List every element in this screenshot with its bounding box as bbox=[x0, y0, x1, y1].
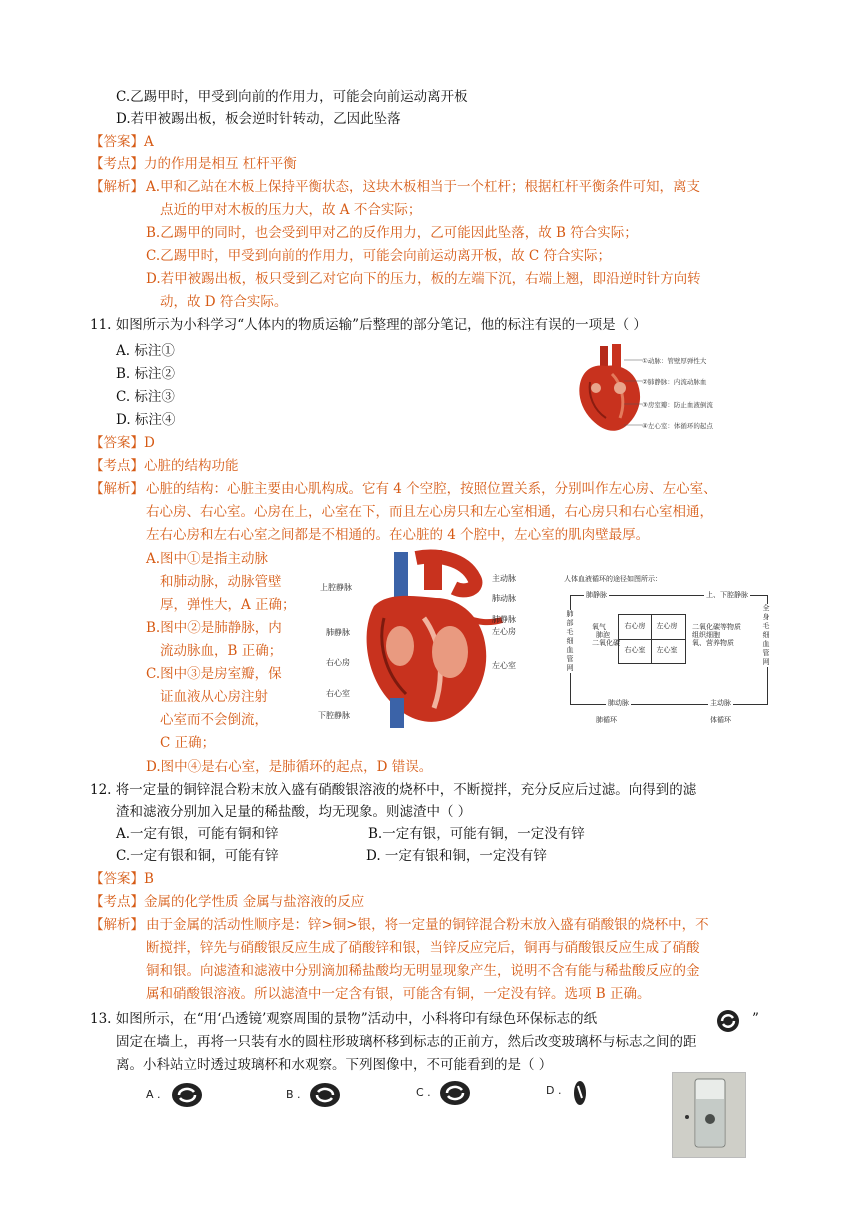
heart-label-svc: 上腔静脉 bbox=[320, 583, 352, 592]
q10-answer bbox=[90, 131, 154, 153]
q13-option-d-label: D . bbox=[546, 1084, 562, 1097]
heart-label-pv-left: 肺静脉 bbox=[326, 628, 350, 637]
note-label-4: ④左心室：体循环的起点 bbox=[642, 422, 713, 430]
q11-jiexi-line: 右心房、右心室。心房在上，心室在下，而且左心房只和左心室相通，右心房只和右心室相通， bbox=[146, 504, 713, 520]
q11-point: 证血液从心房注射 bbox=[160, 689, 268, 705]
answer-value: B bbox=[144, 871, 154, 887]
q12-jiexi-tag: 【解析】 bbox=[90, 917, 144, 933]
circ-body-sub3: 氧、营养物质 bbox=[692, 639, 734, 647]
q12-answer bbox=[90, 868, 154, 890]
answer-tag: 【答案】 bbox=[90, 134, 144, 150]
q10-jiexi-line: C.乙踢甲时，甲受到向前的作用力，可能会向前运动离开板，故 C 符合实际； bbox=[146, 248, 612, 264]
q12-jiexi-line: 断搅拌，锌先与硝酸银反应生成了硝酸锌和银，当锌反应完后，铜再与硝酸银反应生成了硝酸 bbox=[146, 940, 700, 956]
circulation-diagram bbox=[562, 574, 776, 729]
circ-body-sub1: 二氧化碳等物质 bbox=[692, 623, 741, 631]
circ-gas2: 二氧化碳 bbox=[592, 639, 620, 647]
circ-systemic: 体循环 bbox=[710, 716, 731, 724]
q11-stem: 11. 如图所示为小科学习“人体内的物质运输”后整理的部分笔记，他的标注有误的一项是（ ） bbox=[90, 317, 647, 333]
heart-label-ra: 右心房 bbox=[326, 658, 350, 667]
q11-point: C 正确； bbox=[160, 735, 216, 751]
q12-option-a: A.一定有银，可能有铜和锌 bbox=[116, 826, 279, 842]
q11-option-d: D. 标注④ bbox=[116, 412, 176, 428]
circ-lung-cap: 肺部毛细血管网 bbox=[564, 610, 576, 673]
heart-label-la: 左心房 bbox=[492, 627, 516, 636]
kaodian-value: 心脏的结构功能 bbox=[144, 458, 239, 474]
answer-value: D bbox=[144, 435, 155, 451]
circ-pa: 肺动脉 bbox=[608, 699, 629, 707]
q10-option-d: D.若甲被踢出板，板会逆时针转动，乙因此坠落 bbox=[116, 111, 401, 127]
circ-body-cap: 全身毛细血管网 bbox=[760, 604, 772, 667]
note-label-1: ①动脉：管壁厚弹性大 bbox=[642, 357, 707, 365]
q13-option-c-label: C . bbox=[416, 1086, 431, 1099]
circ-la: 左心房 bbox=[656, 622, 678, 630]
circ-body-sub2: 组织细胞 bbox=[692, 631, 720, 639]
answer-tag: 【答案】 bbox=[90, 871, 144, 887]
q11-point: 流动脉血，B 正确； bbox=[160, 643, 283, 659]
circ-rv: 右心室 bbox=[624, 646, 646, 654]
circ-lv: 左心室 bbox=[656, 646, 678, 654]
heart-note-figure bbox=[572, 344, 752, 436]
option-d-logo-icon bbox=[572, 1078, 588, 1108]
heart-label-aorta: 主动脉 bbox=[492, 574, 516, 583]
q11-point: B.图中②是肺静脉，内 bbox=[146, 620, 282, 636]
q12-stem-1: 12. 将一定量的铜锌混合粉末放入盛有硝酸银溶液的烧杯中，不断搅拌，充分反应后过滤。向得到的滤 bbox=[90, 782, 697, 798]
q11-point: D.图中④是右心室，是肺循环的起点，D 错误。 bbox=[146, 759, 433, 775]
q10-option-c: C.乙踢甲时，甲受到向前的作用力，可能会向前运动离开板 bbox=[116, 89, 468, 105]
option-c-logo-icon bbox=[438, 1078, 472, 1108]
heart-diagram bbox=[312, 548, 552, 733]
q12-stem-2: 渣和滤液分别加入足量的稀盐酸，均无现象。则滤渣中（ ） bbox=[116, 804, 472, 820]
q11-point: 厚，弹性大，A 正确； bbox=[160, 597, 296, 613]
q11-point: A.图中①是指主动脉 bbox=[146, 551, 269, 567]
q12-jiexi-line: 属和硝酸银溶液。所以滤渣中一定含有银，可能含有铜，一定没有锌。选项 B 正确。 bbox=[146, 986, 651, 1002]
kaodian-tag: 【考点】 bbox=[90, 156, 144, 172]
kaodian-tag: 【考点】 bbox=[90, 458, 144, 474]
heart-label-lv: 左心室 bbox=[492, 661, 516, 670]
q11-jiexi-line: 心脏的结构：心脏主要由心肌构成。它有 4 个空腔，按照位置关系，分别叫作左心房、左心室、 bbox=[146, 481, 717, 497]
q11-jiexi-line: 左右心房和左右心室之间都是不相通的。在心脏的 4 个腔中，左心室的肌肉壁最厚。 bbox=[146, 527, 650, 543]
q11-option-b: B. 标注② bbox=[116, 366, 176, 382]
q12-kaodian bbox=[90, 891, 364, 913]
q13-option-a-label: A . bbox=[146, 1088, 161, 1101]
note-label-2: ②肺静脉：内流动脉血 bbox=[642, 378, 707, 386]
heart-label-rv: 右心室 bbox=[326, 689, 350, 698]
note-leader-lines bbox=[624, 344, 644, 436]
answer-tag: 【答案】 bbox=[90, 435, 144, 451]
option-a-logo-icon bbox=[170, 1080, 204, 1110]
q13-options-row bbox=[146, 1080, 666, 1120]
answer-value: A bbox=[144, 134, 154, 150]
kaodian-tag: 【考点】 bbox=[90, 894, 144, 910]
q13-stem-1-tail: ” bbox=[752, 1011, 759, 1027]
q13-stem-2: 固定在墙上，再将一只装有水的圆柱形玻璃杯移到标志的正前方，然后改变玻璃杯与标志之间的距 bbox=[116, 1034, 697, 1050]
q11-option-a: A. 标注① bbox=[116, 343, 175, 359]
note-label-3: ③房室瓣：防止血液倒流 bbox=[642, 401, 713, 409]
q12-option-c: C.一定有银和铜，可能有锌 bbox=[116, 848, 279, 864]
q11-option-c: C. 标注③ bbox=[116, 389, 175, 405]
q11-answer bbox=[90, 432, 155, 454]
q12-option-d: D. 一定有银和铜，一定没有锌 bbox=[366, 848, 547, 864]
q10-kaodian bbox=[90, 153, 297, 175]
recycle-logo-icon bbox=[714, 1008, 742, 1034]
q11-kaodian bbox=[90, 455, 239, 477]
option-b-logo-icon bbox=[308, 1080, 342, 1110]
q12-jiexi-line: 铜和银。向滤渣和滤液中分别滴加稀盐酸均无明显现象产生，说明不含有能与稀盐酸反应的金 bbox=[146, 963, 700, 979]
q10-jiexi-line: 动，故 D 符合实际。 bbox=[160, 294, 288, 310]
q10-jiexi-line: B.乙踢甲的同时，也会受到甲对乙的反作用力，乙可能因此坠落，故 B 符合实际； bbox=[146, 225, 638, 241]
q10-jiexi-line: A.甲和乙站在木板上保持平衡状态，这块木板相当于一个杠杆；根据杠杆平衡条件可知，离支 bbox=[146, 179, 701, 195]
q10-jiexi-tag: 【解析】 bbox=[90, 179, 144, 195]
q10-jiexi-line: D.若甲被踢出板，板只受到乙对它向下的压力，板的左端下沉，右端上翘，即沿逆时针方向转 bbox=[146, 271, 701, 287]
q12-jiexi-line: 由于金属的活动性顺序是：锌>铜>银，将一定量的铜锌混合粉末放入盛有硝酸银的烧杯中，不 bbox=[146, 917, 709, 933]
q11-point: 和肺动脉，动脉管壁 bbox=[160, 574, 282, 590]
glass-cup-photo bbox=[672, 1072, 746, 1158]
circ-pulmonary: 肺循环 bbox=[596, 716, 617, 724]
heart-label-ivc: 下腔静脉 bbox=[318, 711, 350, 720]
circ-vc: 上、下腔静脉 bbox=[706, 591, 748, 599]
q11-point: 心室而不会倒流， bbox=[160, 712, 268, 728]
circ-aorta: 主动脉 bbox=[710, 699, 731, 707]
q12-option-b: B.一定有银，可能有铜，一定没有锌 bbox=[368, 826, 585, 842]
q13-stem-1: 13. 如图所示，在“用‘凸透镜’观察周围的景物”活动中，小科将印有绿色环保标志的纸 bbox=[90, 1011, 598, 1027]
kaodian-value: 力的作用是相互 杠杆平衡 bbox=[144, 156, 297, 172]
circ-alveoli: 肺泡 bbox=[596, 631, 610, 639]
q11-point: C.图中③是房室瓣，保 bbox=[146, 666, 282, 682]
q13-option-b-label: B . bbox=[286, 1088, 301, 1101]
circ-pv: 肺静脉 bbox=[586, 591, 607, 599]
circ-gas1: 氧气 bbox=[592, 623, 606, 631]
circ-title: 人体血液循环的途径如图所示： bbox=[564, 575, 662, 583]
q10-jiexi-line: 点近的甲对木板的压力大，故 A 不合实际； bbox=[160, 202, 422, 218]
kaodian-value: 金属的化学性质 金属与盐溶液的反应 bbox=[144, 894, 365, 910]
heart-label-pv-right: 肺静脉 bbox=[492, 615, 516, 624]
circ-ra: 右心房 bbox=[624, 622, 646, 630]
heart-label-pa: 肺动脉 bbox=[492, 594, 516, 603]
q13-stem-3: 离。小科站立时透过玻璃杯和水观察。下列图像中，不可能看到的是（ ） bbox=[116, 1057, 553, 1073]
q11-jiexi-tag: 【解析】 bbox=[90, 481, 144, 497]
heart-image bbox=[354, 548, 504, 733]
